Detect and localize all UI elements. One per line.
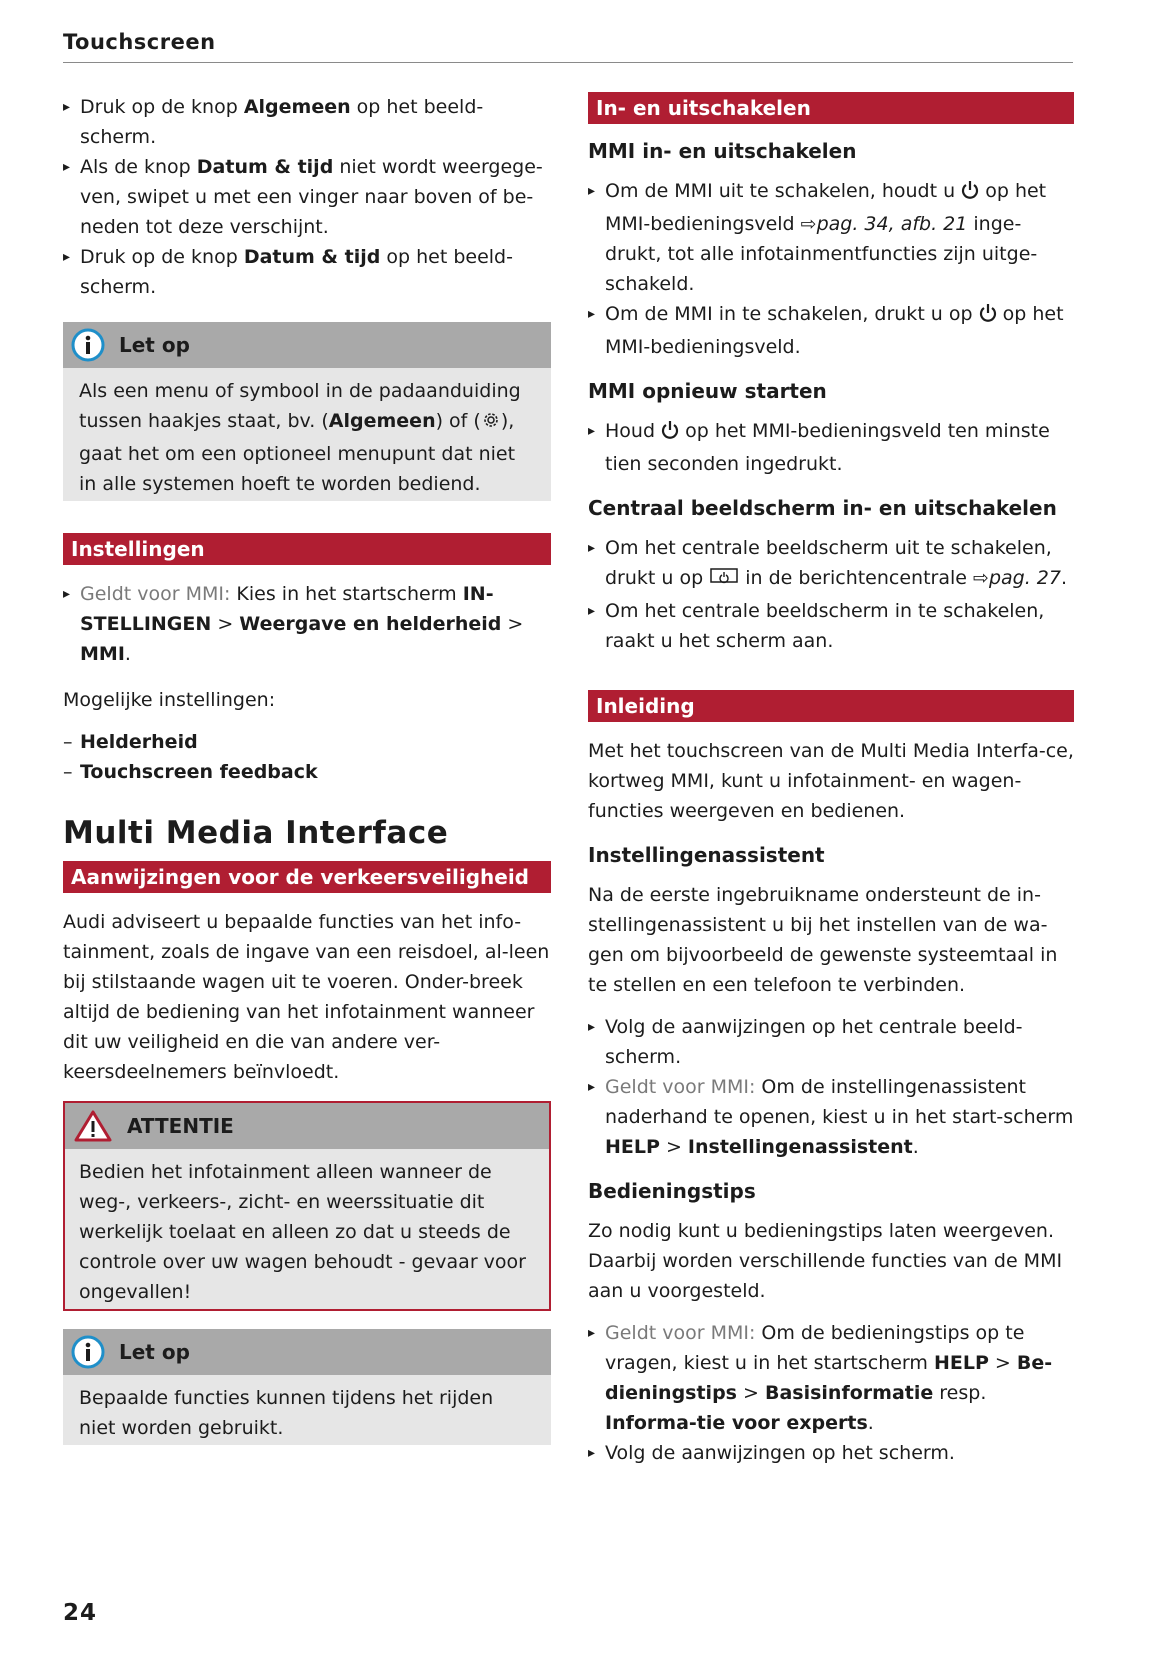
chapter-heading: Multi Media Interface <box>63 815 449 851</box>
step-scherm-uit: ▸ Om het centrale beeldscherm uit te schakelen, drukt u op in de berichtencentrale ⇨pag. 27. <box>588 533 1074 596</box>
subheading-bedieningstips: Bedieningstips <box>588 1179 756 1203</box>
step-open-assistent: ▸ Geldt voor MMI: Om de instellingenassistent naderhand te openen, kiest u in het start-scherm HELP > Instellingenassistent. <box>588 1072 1074 1162</box>
tips-paragraph: Zo nodig kunt u bedieningstips laten weergeven. Daarbij worden verschillende functies van de MMI aan u voorgesteld. <box>588 1220 1063 1302</box>
note-header-2 <box>63 1329 551 1375</box>
step-datum-tijd-swipe: ▸ Als de knop Datum & tijd niet wordt weergege-ven, swipet u met een vinger naar boven of be-neden tot deze verschijnt. <box>63 152 551 242</box>
screen-off-icon <box>709 565 739 596</box>
page-number: 24 <box>63 1600 98 1626</box>
left-column <box>63 92 551 1445</box>
page-header-title: Touchscreen <box>63 30 216 54</box>
option-touchscreen-feedback: – Touchscreen feedback <box>63 757 551 787</box>
assistant-paragraph: Na de eerste ingebruikname ondersteunt de in-stellingenassistent u bij het instellen van de wa-gen om bijvoorbeeld de gewenste systeemtaal in te stellen en een telefoon te verbinden. <box>588 884 1058 996</box>
arrow-ref-icon: ⇨ <box>973 567 989 589</box>
power-icon <box>979 302 997 332</box>
warning-triangle-icon <box>73 1109 113 1143</box>
warning-header <box>65 1103 549 1149</box>
warning-box <box>63 1101 551 1311</box>
header-divider <box>63 62 1073 63</box>
note-body-2: Bepaalde functies kunnen tijdens het rijden niet worden gebruikt. <box>79 1387 494 1439</box>
note-box-driving <box>63 1329 551 1445</box>
section-bar-instellingen: Instellingen <box>63 533 551 565</box>
info-icon <box>71 328 105 362</box>
power-icon <box>661 419 679 449</box>
step-volg-scherm: ▸ Volg de aanwijzingen op het scherm. <box>588 1438 1074 1468</box>
right-column <box>588 92 1074 1468</box>
step-datum-tijd: ▸ Druk op de knop Datum & tijd op het beeld-scherm. <box>63 242 551 302</box>
subheading-herstart: MMI opnieuw starten <box>588 379 827 403</box>
note-title: Let op <box>119 333 190 357</box>
step-mmi-in: ▸ Om de MMI in te schakelen, drukt u op op het MMI-bedieningsveld. <box>588 299 1074 362</box>
warning-title: ATTENTIE <box>127 1114 234 1138</box>
power-icon <box>961 179 979 209</box>
step-instellingen: ▸ Geldt voor MMI: Kies in het startscherm IN-STELLINGEN > Weergave en helderheid > MMI. <box>63 579 551 669</box>
step-herstart: ▸ Houd op het MMI-bedieningsveld ten minste tien seconden ingedrukt. <box>588 416 1074 479</box>
note-title-2: Let op <box>119 1340 190 1364</box>
intro-paragraph: Met het touchscreen van de Multi Media Interfa-ce, kortweg MMI, kunt u infotainment- en wagen-functies weergeven en bedienen. <box>588 740 1074 822</box>
note-box-optional-menu <box>63 322 551 501</box>
note-header <box>63 322 551 368</box>
step-open-tips: ▸ Geldt voor MMI: Om de bedieningstips op te vragen, kiest u in het startscherm HELP > Be-dieningstips > Basisinformatie resp. Informa-tie voor experts. <box>588 1318 1074 1438</box>
step-mmi-uit: ▸ Om de MMI uit te schakelen, houdt u op het MMI-bedieningsveld ⇨pag. 34, afb. 21 inge-drukt, tot alle infotainmentfuncties zijn uitge-schakeld. <box>588 176 1074 299</box>
step-volg-aanwijzingen: ▸ Volg de aanwijzingen op het centrale beeld-scherm. <box>588 1012 1074 1072</box>
note-body: Als een menu of symbool in de padaanduiding tussen haakjes staat, bv. (Algemeen) of ( ), gaat het om een optioneel menupunt dat niet in alle systemen hoeft te worden bediend. <box>79 380 521 495</box>
step-algemeen: ▸ Druk op de knop Algemeen op het beeld-scherm. <box>63 92 551 152</box>
subheading-instellingenassistent: Instellingenassistent <box>588 843 825 867</box>
subheading-mmi-in-uit: MMI in- en uitschakelen <box>588 139 857 163</box>
step-scherm-in: ▸ Om het centrale beeldscherm in te schakelen, raakt u het scherm aan. <box>588 596 1074 656</box>
safety-paragraph: Audi adviseert u bepaalde functies van het info-tainment, zoals de ingave van een reisdoel, al-leen bij stilstaande wagen uit te voeren. Onder-breek altijd de bediening van het infotainment wanneer dit uw veiligheid en die van andere ver-keersdeelnemers beïnvloedt. <box>63 911 550 1083</box>
section-bar-verkeersveiligheid: Aanwijzingen voor de verkeersveiligheid <box>63 861 551 893</box>
arrow-ref-icon: ⇨ <box>800 213 817 235</box>
option-helderheid: – Helderheid <box>63 727 551 757</box>
warning-body: Bedien het infotainment alleen wanneer de weg-, verkeers-, zicht- en weerssituatie dit werkelijk toelaat en alleen zo dat u steeds de controle over uw wagen behoudt - gevaar voor ongevallen! <box>79 1161 526 1303</box>
possible-settings-label: Mogelijke instellingen: <box>63 689 276 711</box>
info-icon <box>71 1335 105 1369</box>
settings-gear-icon <box>481 409 501 439</box>
section-bar-in-uitschakelen: In- en uitschakelen <box>588 92 1074 124</box>
section-bar-inleiding: Inleiding <box>588 690 1074 722</box>
subheading-centraal-scherm: Centraal beeldscherm in- en uitschakelen <box>588 496 1057 520</box>
